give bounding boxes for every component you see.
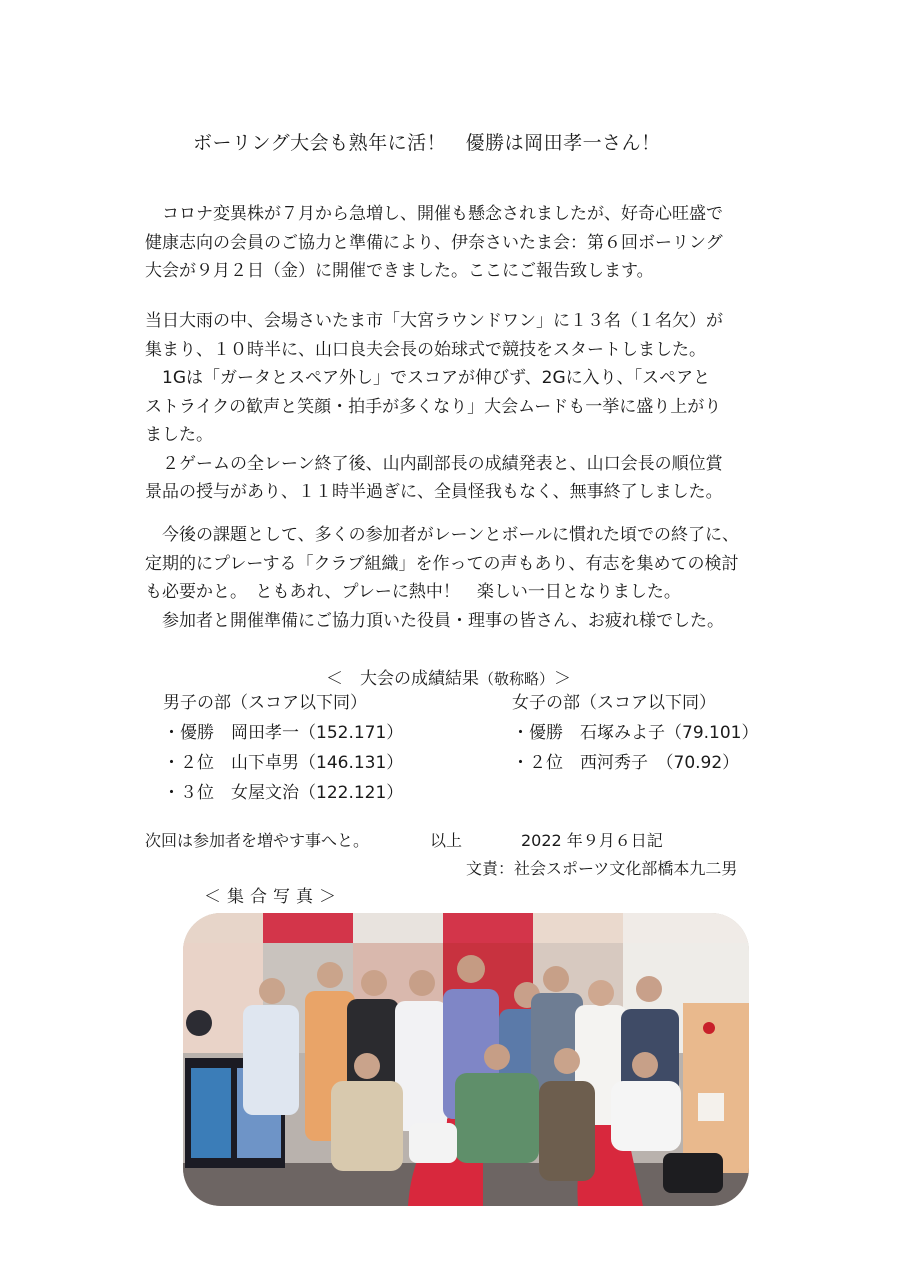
results-heading-note: （敬称略） xyxy=(479,670,555,688)
closing-mark: 以上 xyxy=(430,831,463,850)
result-row: ・優勝 石塚みよ子（79.101） xyxy=(512,723,759,743)
text-line: も必要かと。 ともあれ、プレーに熱中！ 楽しい一日となりました。 xyxy=(145,582,681,602)
text-line: 参加者と開催準備にご協力頂いた役員・理事の皆さん、お疲れ様でした。 xyxy=(145,610,725,631)
text-line: 健康志向の会員のご協力と準備により、伊奈さいたま会：第６回ボーリング xyxy=(145,232,723,253)
paragraph-outlook xyxy=(145,521,785,635)
paragraph-intro xyxy=(145,200,785,286)
report-author: 文責：社会スポーツ文化部橋本九二男 xyxy=(466,859,738,878)
paragraph-event xyxy=(145,307,785,507)
article-title: ボーリング大会も熟年に活！ 優勝は岡田孝一さん！ xyxy=(193,132,661,154)
text-line: ２ゲームの全レーン終了後、山内副部長の成績発表と、山口会長の順位賞 xyxy=(145,453,723,474)
text-line: 集まり、１０時半に、山口良夫会長の始球式で競技をスタートしました。 xyxy=(145,339,706,360)
text-line: コロナ変異株が７月から急増し、開催も懸念されましたが、好奇心旺盛で xyxy=(145,204,723,224)
men-results xyxy=(163,688,403,808)
result-row: ・３位 女屋文治（122.121） xyxy=(163,783,404,803)
women-results xyxy=(512,688,758,778)
result-row: ・優勝 岡田孝一（152.171） xyxy=(163,723,404,743)
text-line: 当日大雨の中、会場さいたま市「大宮ラウンドワン」に１３名（１名欠）が xyxy=(145,311,723,331)
results-heading: ＜ 大会の成績結果（敬称略）＞ xyxy=(326,669,572,689)
text-line: 景品の授与があり、１１時半過ぎに、全員怪我もなく、無事終了しました。 xyxy=(145,482,723,502)
text-line: 今後の課題として、多くの参加者がレーンとボールに慣れた頃での終了に、 xyxy=(145,525,739,545)
result-row: ・２位 山下卓男（146.131） xyxy=(163,753,404,773)
group-photo xyxy=(183,913,749,1206)
text-line: 定期的にプレーする「クラブ組織」を作っての声もあり、有志を集めての検討 xyxy=(145,553,739,574)
text-line: ストライクの歓声と笑顔・拍手が多くなり」大会ムードも一挙に盛り上がり xyxy=(145,396,722,417)
women-results-label: 女子の部（スコア以下同） xyxy=(512,693,716,713)
text-line: 1Gは「ガータとスペア外し」でスコアが伸びず、2Gに入り、「スペアと xyxy=(145,368,711,388)
photo-caption: ＜集合写真＞ xyxy=(204,887,342,907)
men-results-label: 男子の部（スコア以下同） xyxy=(163,693,367,713)
report-date: 2022 年９月６日記 xyxy=(521,831,663,850)
next-note: 次回は参加者を増やす事へと。 xyxy=(145,831,370,850)
text-line: 大会が９月２日（金）に開催できました。ここにご報告致します。 xyxy=(145,261,654,281)
text-line: ました。 xyxy=(145,425,213,445)
result-row: ・２位 西河秀子 （70.92） xyxy=(512,753,740,773)
